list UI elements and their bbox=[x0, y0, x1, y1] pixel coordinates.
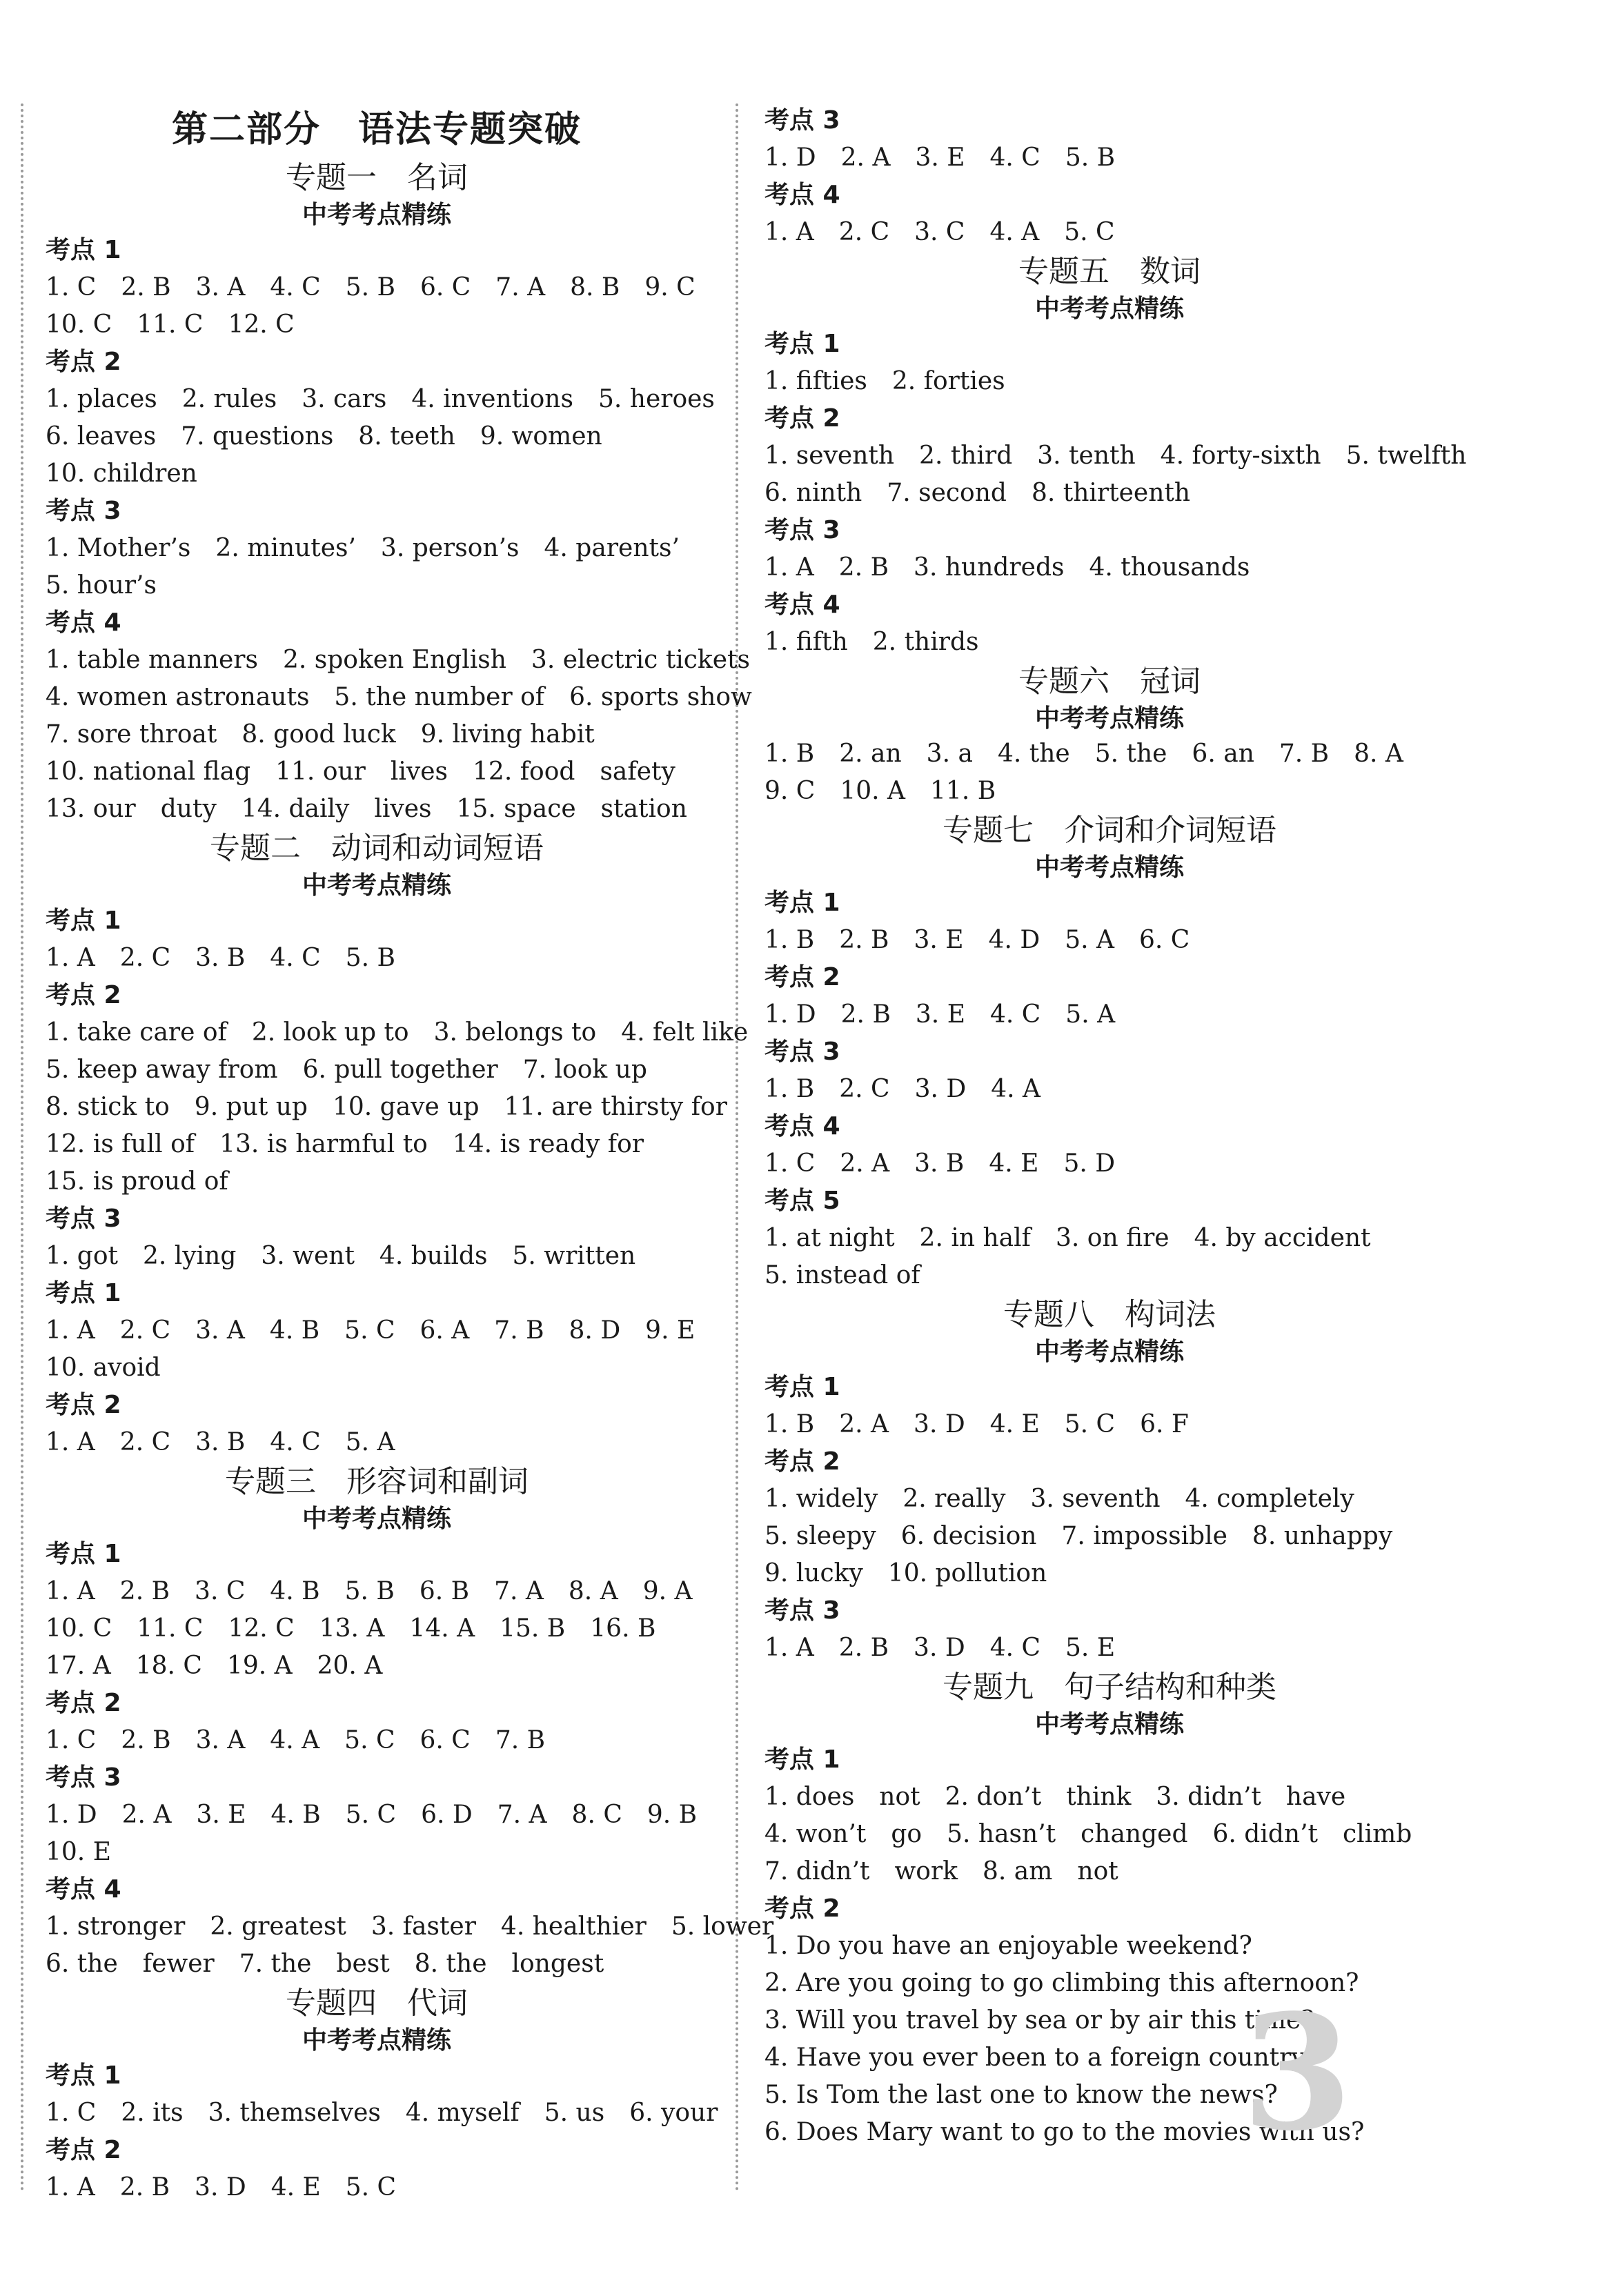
answer-line: 1. A 2. C 3. C 4. A 5. C bbox=[764, 218, 1115, 246]
answer-line: 1. B 2. A 3. D 4. E 5. C 6. F bbox=[764, 1410, 1189, 1438]
answer-line: 1. D 2. A 3. E 4. C 5. B bbox=[764, 144, 1116, 172]
answer-line: 1. A 2. C 3. A 4. B 5. C 6. A 7. B 8. D 9. E bbox=[46, 1316, 695, 1345]
part-title: 第二部分 语法专题突破 bbox=[171, 109, 582, 150]
answer-line: 1. A 2. B 3. C 4. B 5. B 6. B 7. A 8. A 9. A bbox=[46, 1577, 693, 1605]
answer-line: 1. B 2. B 3. E 4. D 5. A 6. C bbox=[764, 926, 1190, 954]
answer-line: 1. stronger 2. greatest 3. faster 4. healthier 5. lower bbox=[46, 1912, 774, 1941]
answer-line: 5. sleepy 6. decision 7. impossible 8. unhappy bbox=[764, 1522, 1393, 1550]
topic-title: 专题四 代词 bbox=[286, 1986, 468, 2021]
left-margin-divider bbox=[21, 103, 23, 2193]
exam-point-label: 考点 1 bbox=[764, 1745, 840, 1774]
answer-line: 1. got 2. lying 3. went 4. builds 5. written bbox=[46, 1242, 636, 1270]
answer-line: 10. avoid bbox=[46, 1354, 161, 1382]
exam-point-label: 考点 1 bbox=[46, 2061, 121, 2090]
answer-line: 1. take care of 2. look up to 3. belongs to 4. felt like bbox=[46, 1018, 749, 1047]
answer-line: 10. children bbox=[46, 459, 197, 488]
topic-title: 专题六 冠词 bbox=[1018, 664, 1201, 699]
exam-point-label: 考点 1 bbox=[46, 1540, 121, 1568]
exam-point-label: 考点 3 bbox=[46, 497, 121, 525]
section-subtitle: 中考考点精练 bbox=[1034, 1710, 1184, 1739]
answer-line: 1. table manners 2. spoken English 3. electric tickets bbox=[46, 646, 750, 674]
exam-point-label: 考点 2 bbox=[764, 963, 840, 991]
answer-line: 1. A 2. B 3. hundreds 4. thousands bbox=[764, 553, 1250, 582]
answer-line: 5. keep away from 6. pull together 7. look up bbox=[46, 1056, 647, 1084]
exam-point-label: 考点 3 bbox=[764, 516, 840, 544]
exam-point-label: 考点 1 bbox=[46, 236, 121, 264]
page-number-watermark: 3 bbox=[1242, 1980, 1353, 2166]
answer-line: 1. C 2. A 3. B 4. E 5. D bbox=[764, 1149, 1116, 1178]
exam-point-label: 考点 4 bbox=[46, 608, 121, 637]
answer-line: 6. Does Mary want to go to the movies with us? bbox=[764, 2118, 1365, 2146]
exam-point-label: 考点 2 bbox=[764, 1894, 840, 1923]
exam-point-label: 考点 2 bbox=[764, 1447, 840, 1476]
answer-line: 1. A 2. C 3. B 4. C 5. B bbox=[46, 944, 395, 972]
exam-point-label: 考点 1 bbox=[764, 889, 840, 917]
topic-title: 专题九 句子结构和种类 bbox=[943, 1670, 1276, 1705]
answer-line: 6. leaves 7. questions 8. teeth 9. women bbox=[46, 422, 602, 451]
answer-line: 13. our duty 14. daily lives 15. space station bbox=[46, 795, 687, 823]
exam-point-label: 考点 3 bbox=[764, 106, 840, 135]
answer-line: 6. the fewer 7. the best 8. the longest bbox=[46, 1950, 604, 1978]
exam-point-label: 考点 5 bbox=[764, 1187, 840, 1215]
answer-line: 1. Mother’s 2. minutes’ 3. person’s 4. parents’ bbox=[46, 534, 680, 562]
left-column bbox=[46, 102, 774, 2206]
exam-point-label: 考点 3 bbox=[764, 1038, 840, 1066]
answer-line: 1. B 2. an 3. a 4. the 5. the 6. an 7. B 8. A bbox=[764, 740, 1403, 768]
answer-line: 8. stick to 9. put up 10. gave up 11. are thirsty for bbox=[46, 1093, 727, 1121]
answer-line: 1. D 2. A 3. E 4. B 5. C 6. D 7. A 8. C 9. B bbox=[46, 1801, 698, 1829]
exam-point-label: 考点 4 bbox=[764, 591, 840, 619]
answer-line: 7. didn’t work 8. am not bbox=[764, 1857, 1118, 1886]
topic-title: 专题二 动词和动词短语 bbox=[210, 831, 544, 866]
answer-line: 1. D 2. B 3. E 4. C 5. A bbox=[764, 1000, 1116, 1029]
answer-line: 10. national flag 11. our lives 12. food safety bbox=[46, 758, 675, 786]
answer-line: 1. C 2. B 3. A 4. C 5. B 6. C 7. A 8. B 9. C bbox=[46, 273, 695, 301]
answer-line: 15. is proud of bbox=[46, 1167, 228, 1196]
right-column bbox=[764, 102, 1467, 2166]
answer-line: 3. Will you travel by sea or by air this time? bbox=[764, 2006, 1314, 2035]
answer-line: 5. Is Tom the last one to know the news? bbox=[764, 2081, 1278, 2109]
answer-line: 5. hour’s bbox=[46, 571, 157, 600]
answer-line: 1. A 2. B 3. D 4. C 5. E bbox=[764, 1634, 1116, 1662]
answer-line: 9. C 10. A 11. B bbox=[764, 777, 996, 805]
topic-title: 专题五 数词 bbox=[1018, 254, 1201, 289]
answer-line: 10. C 11. C 12. C 13. A 14. A 15. B 16. B bbox=[46, 1614, 656, 1643]
answer-line: 6. ninth 7. second 8. thirteenth bbox=[764, 479, 1191, 507]
answer-line: 10. E bbox=[46, 1838, 111, 1866]
exam-point-label: 考点 3 bbox=[764, 1596, 840, 1625]
exam-point-label: 考点 3 bbox=[46, 1205, 121, 1233]
section-subtitle: 中考考点精练 bbox=[302, 871, 451, 900]
exam-point-label: 考点 2 bbox=[46, 1689, 121, 1717]
section-subtitle: 中考考点精练 bbox=[1034, 1338, 1184, 1366]
exam-point-label: 考点 2 bbox=[764, 404, 840, 433]
answer-line: 1. fifties 2. forties bbox=[764, 367, 1005, 395]
topic-title: 专题七 介词和介词短语 bbox=[943, 813, 1276, 848]
answer-line: 1. at night 2. in half 3. on fire 4. by accident bbox=[764, 1224, 1371, 1252]
answer-line: 1. does not 2. don’t think 3. didn’t have bbox=[764, 1783, 1346, 1811]
section-subtitle: 中考考点精练 bbox=[302, 1505, 451, 1533]
exam-point-label: 考点 2 bbox=[46, 1391, 121, 1419]
exam-point-label: 考点 4 bbox=[764, 1112, 840, 1140]
topic-title: 专题三 形容词和副词 bbox=[225, 1464, 529, 1499]
exam-point-label: 考点 1 bbox=[46, 1279, 121, 1307]
answer-line: 17. A 18. C 19. A 20. A bbox=[46, 1652, 383, 1680]
section-subtitle: 中考考点精练 bbox=[302, 2026, 451, 2055]
answer-line: 1. Do you have an enjoyable weekend? bbox=[764, 1932, 1252, 1960]
section-subtitle: 中考考点精练 bbox=[1034, 704, 1184, 733]
topic-title: 专题一 名词 bbox=[286, 160, 468, 195]
answer-line: 5. instead of bbox=[764, 1261, 920, 1289]
answer-line: 1. widely 2. really 3. seventh 4. completely bbox=[764, 1485, 1354, 1513]
answer-line: 9. lucky 10. pollution bbox=[764, 1559, 1047, 1587]
answer-line: 1. C 2. B 3. A 4. A 5. C 6. C 7. B bbox=[46, 1726, 546, 1754]
exam-point-label: 考点 2 bbox=[46, 2136, 121, 2164]
topic-title: 专题八 构词法 bbox=[1003, 1297, 1216, 1332]
section-subtitle: 中考考点精练 bbox=[302, 201, 451, 229]
answer-line: 10. C 11. C 12. C bbox=[46, 310, 295, 339]
answer-line: 1. fifth 2. thirds bbox=[764, 628, 979, 656]
answer-line: 1. A 2. C 3. B 4. C 5. A bbox=[46, 1428, 395, 1456]
answer-line: 7. sore throat 8. good luck 9. living habit bbox=[46, 720, 595, 749]
answer-line: 4. Have you ever been to a foreign country? bbox=[764, 2043, 1319, 2072]
answer-line: 4. women astronauts 5. the number of 6. sports show bbox=[46, 683, 752, 711]
answer-line: 1. C 2. its 3. themselves 4. myself 5. us 6. your bbox=[46, 2099, 718, 2127]
exam-point-label: 考点 4 bbox=[764, 181, 840, 209]
answer-line: 1. seventh 2. third 3. tenth 4. forty-sixth 5. twelfth bbox=[764, 442, 1467, 470]
exam-point-label: 考点 3 bbox=[46, 1763, 121, 1792]
exam-point-label: 考点 2 bbox=[46, 348, 121, 376]
exam-point-label: 考点 1 bbox=[46, 907, 121, 935]
exam-point-label: 考点 4 bbox=[46, 1875, 121, 1903]
answer-line: 12. is full of 13. is harmful to 14. is ready for bbox=[46, 1130, 644, 1158]
column-divider bbox=[736, 103, 738, 2193]
answer-line: 4. won’t go 5. hasn’t changed 6. didn’t climb bbox=[764, 1820, 1412, 1848]
exam-point-label: 考点 2 bbox=[46, 981, 121, 1009]
section-subtitle: 中考考点精练 bbox=[1034, 295, 1184, 323]
section-subtitle: 中考考点精练 bbox=[1034, 853, 1184, 882]
exam-point-label: 考点 1 bbox=[764, 1373, 840, 1401]
answer-line: 1. places 2. rules 3. cars 4. inventions 5. heroes bbox=[46, 385, 715, 413]
exam-point-label: 考点 1 bbox=[764, 330, 840, 358]
answer-line: 2. Are you going to go climbing this afternoon? bbox=[764, 1969, 1359, 1997]
answer-line: 1. B 2. C 3. D 4. A bbox=[764, 1075, 1041, 1103]
answer-line: 1. A 2. B 3. D 4. E 5. C bbox=[46, 2173, 397, 2201]
